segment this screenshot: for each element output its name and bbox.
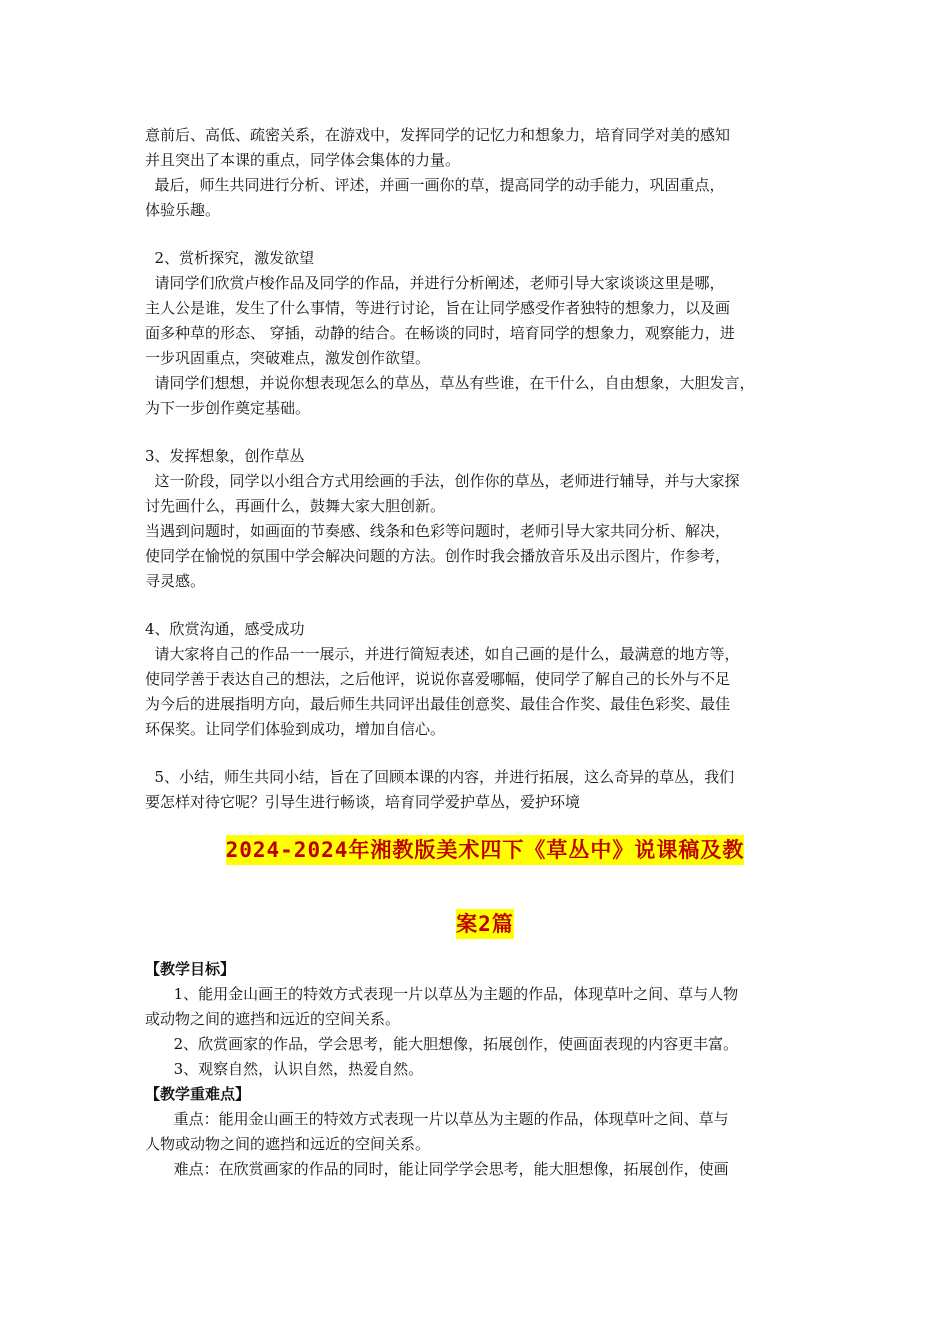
text-line: 意前后、高低、疏密关系，在游戏中，发挥同学的记忆力和想象力，培育同学对美的感知 bbox=[145, 126, 731, 144]
section-keypoints bbox=[145, 1082, 825, 1182]
section-heading: 3、发挥想象，创作草丛 bbox=[145, 447, 305, 465]
text-line: 请同学们欣赏卢梭作品及同学的作品，并进行分析阐述，老师引导大家谈谈这里是哪， bbox=[145, 274, 725, 292]
keypoints-heading: 【教学重难点】 bbox=[145, 1085, 251, 1103]
text-line: 1、能用金山画王的特效方式表现一片以草丛为主题的作品，体现草叶之间、草与人物 bbox=[145, 985, 739, 1003]
text-line: 面多种草的形态、 穿插，动静的结合。在畅谈的同时，培育同学的想象力，观察能力，进 bbox=[145, 324, 735, 342]
section-heading: 2、赏析探究，激发欲望 bbox=[145, 249, 315, 267]
section-appreciation bbox=[145, 246, 825, 421]
intro-paragraph bbox=[145, 123, 825, 223]
title-line-1: 2024-2024年湘教版美术四下《草丛中》说课稿及教 bbox=[226, 835, 745, 865]
title-line-2: 案2篇 bbox=[456, 909, 514, 939]
text-line: 环保奖。让同学们体验到成功，增加自信心。 bbox=[145, 720, 446, 738]
text-line: 为今后的进展指明方向，最后师生共同评出最佳创意奖、最佳合作奖、最佳色彩奖、最佳 bbox=[145, 695, 731, 713]
text-line: 主人公是谁，发生了什么事情，等进行讨论，旨在让同学感受作者独特的想象力，以及画 bbox=[145, 299, 731, 317]
section-objectives bbox=[145, 957, 825, 1082]
spacer bbox=[145, 223, 825, 246]
section-communication bbox=[145, 617, 825, 742]
spacer bbox=[145, 594, 825, 617]
text-line: 讨先画什么，再画什么，鼓舞大家大胆创新。 bbox=[145, 497, 446, 515]
text-line: 3、观察自然，认识自然，热爱自然。 bbox=[145, 1060, 424, 1078]
text-line: 使同学善于表达自己的想法，之后他评，说说你喜爱哪幅，使同学了解自己的长外与不足 bbox=[145, 670, 731, 688]
text-line: 一步巩固重点，突破难点，激发创作欲望。 bbox=[145, 349, 431, 367]
text-line: 寻灵感。 bbox=[145, 572, 206, 590]
text-line: 2、欣赏画家的作品，学会思考，能大胆想像，拓展创作，使画面表现的内容更丰富。 bbox=[145, 1035, 739, 1053]
spacer bbox=[145, 742, 825, 765]
text-line: 并且突出了本课的重点，同学体会集体的力量。 bbox=[145, 151, 461, 169]
document-title bbox=[145, 835, 825, 939]
text-line: 5、小结，师生共同小结，旨在了回顾本课的内容，并进行拓展，这么奇异的草丛，我们 bbox=[145, 768, 735, 786]
text-line: 难点：在欣赏画家的作品的同时，能让同学学会思考，能大胆想像，拓展创作，使画 bbox=[145, 1160, 729, 1178]
text-line: 使同学在愉悦的氛围中学会解决问题的方法。创作时我会播放音乐及出示图片，作参考， bbox=[145, 547, 731, 565]
text-line: 这一阶段，同学以小组合方式用绘画的手法，创作你的草丛，老师进行辅导，并与大家探 bbox=[145, 472, 740, 490]
text-line: 为下一步创作奠定基础。 bbox=[145, 399, 311, 417]
text-line: 请大家将自己的作品一一展示，并进行简短表述，如自己画的是什么，最满意的地方等， bbox=[145, 645, 740, 663]
document-page bbox=[145, 123, 825, 1182]
section-creation bbox=[145, 444, 825, 594]
text-line: 重点：能用金山画王的特效方式表现一片以草丛为主题的作品，体现草叶之间、草与 bbox=[145, 1110, 729, 1128]
text-line: 要怎样对待它呢？引导生进行畅谈，培育同学爱护草丛，爱护环境 bbox=[145, 793, 581, 811]
text-line: 体验乐趣。 bbox=[145, 201, 221, 219]
text-line: 请同学们想想，并说你想表现怎么的草丛，草丛有些谁，在干什么，自由想象，大胆发言， bbox=[145, 374, 755, 392]
text-line: 人物或动物之间的遮挡和远近的空间关系。 bbox=[145, 1135, 431, 1153]
spacer bbox=[145, 421, 825, 444]
objectives-heading: 【教学目标】 bbox=[145, 960, 236, 978]
text-line: 或动物之间的遮挡和远近的空间关系。 bbox=[145, 1010, 401, 1028]
section-heading: 4、欣赏沟通，感受成功 bbox=[145, 620, 305, 638]
text-line: 最后，师生共同进行分析、评述，并画一画你的草，提高同学的动手能力，巩固重点， bbox=[145, 176, 725, 194]
spacer bbox=[145, 865, 825, 909]
text-line: 当遇到问题时，如画面的节奏感、线条和色彩等问题时，老师引导大家共同分析、解决， bbox=[145, 522, 731, 540]
section-summary bbox=[145, 765, 825, 815]
spacer bbox=[145, 939, 825, 957]
